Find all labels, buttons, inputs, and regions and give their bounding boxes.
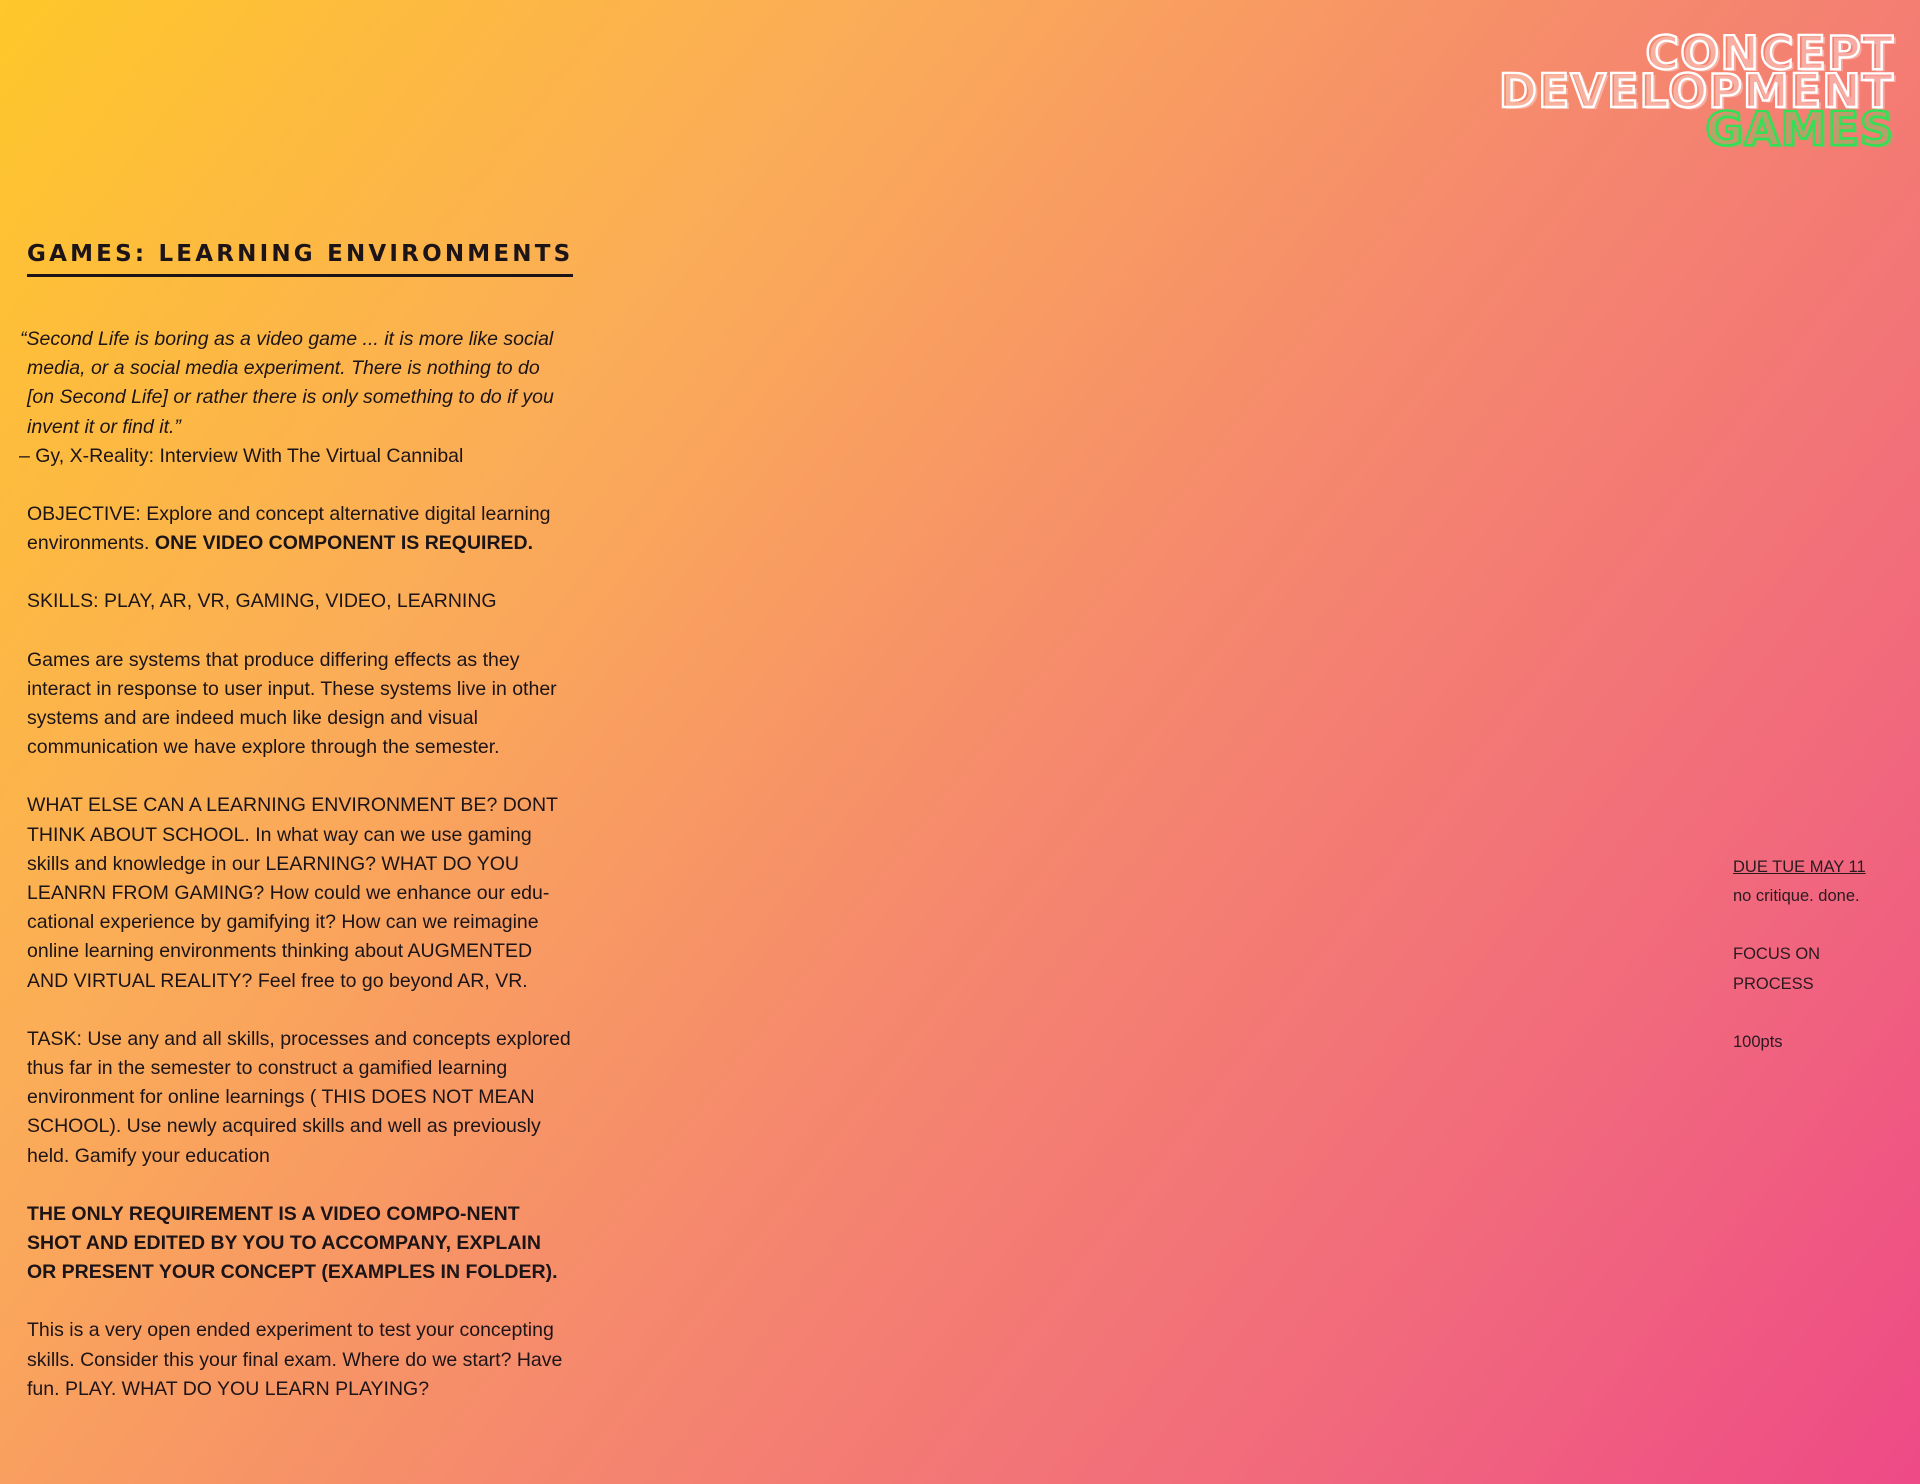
assignment-sidebar xyxy=(1733,853,1866,1057)
what-else-paragraph: WHAT ELSE CAN A LEARNING ENVIRONMENT BE? DONT THINK ABOUT SCHOOL. In what way can we use gaming skills and knowledge in our LEARNING? WHAT DO YOU LEANRN FROM GAMING? How could we enhance our edu-cational experience by gamifying it? How can we reimagine online learning environments thinking about AUGMENTED AND VIRTUAL REALITY? Feel free to go beyond AR, VR. xyxy=(27,794,558,992)
objective-paragraph xyxy=(20,500,577,558)
logo-line-development: DEVELOPMENT xyxy=(1498,64,1894,118)
requirement-paragraph: THE ONLY REQUIREMENT IS A VIDEO COMPO-NENT SHOT AND EDITED BY YOU TO ACCOMPANY, EXPLAIN OR PRESENT YOUR CONCEPT (EXAMPLES IN FOLDER). xyxy=(27,1202,558,1284)
games-paragraph: Games are systems that produce differing effects as they interact in response to user input. These systems live in other systems and are indeed much like design and visual communication we have explore through the semester. xyxy=(27,648,557,759)
logo-line-concept: CONCEPT xyxy=(1645,26,1894,80)
course-logo xyxy=(1498,26,1894,156)
epigraph-quote xyxy=(20,325,567,471)
objective-emphasis: ONE VIDEO COMPONENT IS REQUIRED. xyxy=(154,532,534,555)
focus-line-2: PROCESS xyxy=(1733,974,1814,993)
task-paragraph: TASK: Use any and all skills, processes and concepts explored thus far in the semester to construct a gamified learning environment for online learnings ( THIS DOES NOT MEAN SCHOOL). Use newly acquired skills and well as previously held. Gamify your education xyxy=(27,1027,571,1167)
assignment-brief xyxy=(20,240,580,1404)
critique-note: no critique. done. xyxy=(1733,887,1860,906)
quote-attribution: – Gy, X-Reality: Interview With The Virtual Cannibal xyxy=(19,444,464,467)
quote-text: “Second Life is boring as a video game ... it is more like social media, or a social media experiment. There is nothing to do [on Second Life] or rather there is only something to do if you invent it or find it.” xyxy=(20,328,554,438)
objective-text: OBJECTIVE: Explore and concept alternative digital learning environments. xyxy=(27,503,551,555)
closing-paragraph: This is a very open ended experiment to test your concepting skills. Consider this your final exam. Where do we start? Have fun. PLAY. WHAT DO YOU LEARN PLAYING? xyxy=(27,1319,563,1400)
logo-line-games: GAMES xyxy=(1705,102,1894,156)
skills-paragraph: SKILLS: PLAY, AR, VR, GAMING, VIDEO, LEARNING xyxy=(27,590,497,613)
due-date: DUE TUE MAY 11 xyxy=(1733,858,1866,876)
points-value: 100pts xyxy=(1733,1032,1783,1051)
focus-line-1: FOCUS ON xyxy=(1733,945,1821,964)
page-title: GAMES: LEARNING ENVIRONMENTS xyxy=(27,240,573,277)
